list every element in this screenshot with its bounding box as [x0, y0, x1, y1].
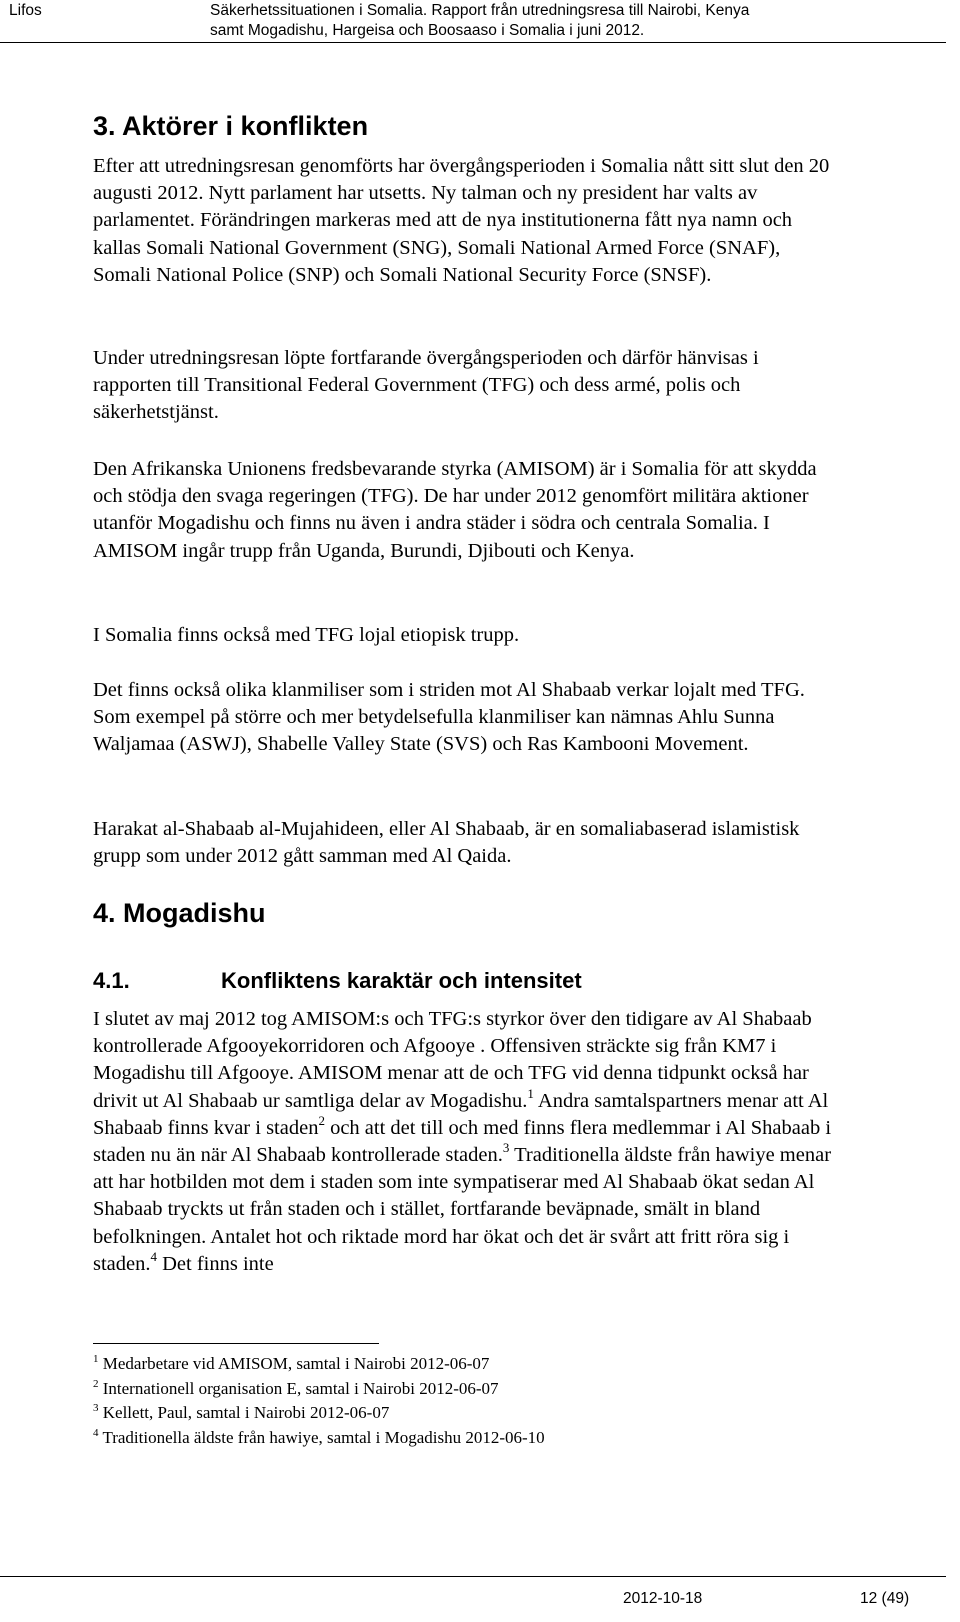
footer-date: 2012-10-18 — [623, 1590, 703, 1607]
footnote-text: Internationell organisation E, samtal i Nairobi 2012-06-07 — [98, 1378, 499, 1398]
section-4-1-number: 4.1. — [93, 968, 130, 993]
section-3-heading: 3. Aktörer i konflikten — [93, 111, 369, 141]
footnote-item — [93, 1377, 545, 1402]
paragraph-part-3: och att det till och med finns flera medlemmar i Al Shabaab i staden nu än när Al Shabaab kontrollerade staden. — [93, 1116, 832, 1167]
footnote-item — [93, 1352, 545, 1377]
footnote-ref-4[interactable]: 4 — [150, 1248, 157, 1264]
section-4-1-title: Konfliktens karaktär och intensitet — [221, 968, 582, 993]
header-title-line1: Säkerhetssituationen i Somalia. Rapport från utredningsresa till Nairobi, Kenya — [210, 2, 750, 19]
footnote-divider — [93, 1343, 379, 1344]
footnote-item — [93, 1401, 545, 1426]
section-3-paragraph-2: Under utredningsresan löpte fortfarande övergångsperioden och därför hänvisas i rapporten till Transitional Federal Government (TFG) och dess armé, polis och säkerhetstjänst. — [93, 347, 759, 424]
footnote-number: 1 — [93, 1353, 99, 1365]
paragraph-part-1: I slutet av maj 2012 tog AMISOM:s och TFG:s styrkor över den tidigare av Al Shabaab kontrollerade Afgooyekorridoren och Afgooye . Offensiven sträckte sig från KM7 i Mogadishu till Afgooye. AMISOM menar att de och TFG vid denna tidpunkt också har drivit ut Al Shabaab ur samtliga delar av Mogadishu. — [93, 1008, 812, 1112]
paragraph-part-2: Andra samtalspartners menar att Al Shabaab finns kvar i staden — [93, 1089, 829, 1139]
footnote-number: 2 — [93, 1377, 99, 1390]
footnote-text: Traditionella äldste från hawiye, samtal i Mogadishu 2012-06-10 — [98, 1428, 545, 1448]
footer-page-number: 12 (49) — [860, 1590, 910, 1607]
section-3-paragraph-3: Den Afrikanska Unionens fredsbevarande styrka (AMISOM) är i Somalia för att skydda och stödja den svaga regeringen (TFG). De har under 2012 genomfört militära aktioner utanför Mogadishu och finns nu även i andra städer i södra och centrala Somalia. I AMISOM ingår trupp från Uganda, Burundi, Djibouti och Kenya. — [93, 458, 817, 562]
footnote-number: 4 — [93, 1427, 99, 1440]
footnote-text: Kellett, Paul, samtal i Nairobi 2012-06-07 — [98, 1403, 390, 1423]
paragraph-part-5: Det finns inte — [157, 1252, 274, 1275]
footnote-number: 3 — [93, 1402, 99, 1415]
header-org: Lifos — [9, 2, 42, 19]
page-header — [0, 0, 946, 43]
section-3-paragraph-1: Efter att utredningsresan genomförts har övergångsperioden i Somalia nått sitt slut den 20 augusti 2012. Nytt parlament har utsetts. Ny talman och ny president har valts av parlamentet. Förändringen markeras med att de nya institutionerna fått nya namn och kallas Somali National Government (SNG), Somali National Armed Force (SNAF), Somali National Police (SNP) och Somali National Security Force (SNSF). — [93, 155, 830, 286]
footnote-ref-1[interactable]: 1 — [527, 1085, 534, 1101]
footnote-text: Medarbetare vid AMISOM, samtal i Nairobi 2012-06-07 — [98, 1354, 490, 1373]
section-3-paragraph-4: I Somalia finns också med TFG lojal etiopisk trupp. — [93, 624, 520, 646]
header-title — [210, 1, 749, 41]
footnotes — [93, 1352, 545, 1451]
section-4-1-paragraph — [93, 1006, 833, 1278]
section-4-heading: 4. Mogadishu — [93, 898, 266, 928]
paragraph-part-4: Traditionella äldste från hawiye menar att har hotbilden mot dem i staden som inte sympatiserar med Al Shabaab ökat sedan Al Shabaab tryckts ut från staden och i stället, fortfarande beväpnade, smält in bland befolkningen. Antalet hot och riktade mord har ökat och det är svårt att fritt röra sig i staden. — [93, 1144, 832, 1275]
section-3-paragraph-6: Harakat al-Shabaab al-Mujahideen, eller Al Shabaab, är en somaliabaserad islamistisk grupp som under 2012 gått samman med Al Qaida. — [93, 818, 800, 868]
page-footer — [0, 1576, 946, 1622]
footnote-ref-3[interactable]: 3 — [502, 1140, 510, 1156]
section-3-paragraph-5: Det finns också olika klanmiliser som i striden mot Al Shabaab verkar lojalt med TFG. Som exempel på större och mer betydelsefulla klanmiliser kan nämnas Ahlu Sunna Waljamaa (ASWJ), Shabelle Valley State (SVS) och Ras Kambooni Movement. — [93, 679, 805, 756]
footnote-ref-2[interactable]: 2 — [318, 1112, 325, 1128]
footnote-item — [93, 1426, 545, 1451]
header-title-line2: samt Mogadishu, Hargeisa och Boosaaso i Somalia i juni 2012. — [210, 22, 645, 39]
section-4-1-heading — [93, 968, 582, 994]
